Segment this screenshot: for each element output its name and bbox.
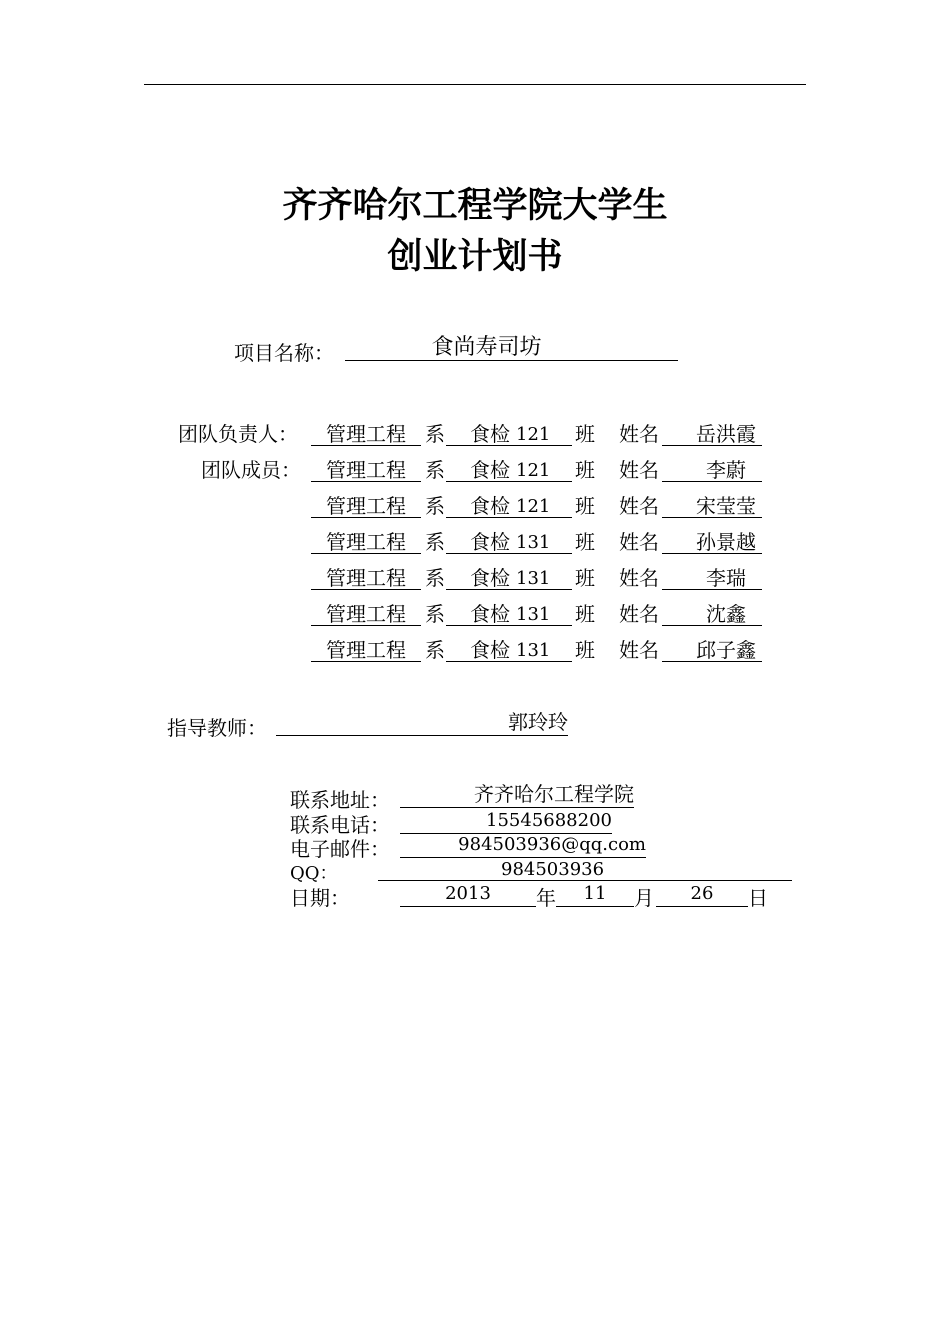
document-title-line1: 齐齐哈尔工程学院大学生 — [282, 186, 668, 226]
team-class-no: 131 — [516, 532, 551, 553]
dept-suffix: 系 — [425, 422, 445, 446]
advisor-value — [276, 709, 568, 736]
team-member-name-field — [662, 601, 762, 626]
team-class-name: 食检 — [470, 422, 510, 446]
team-member-name: 孙景越 — [696, 530, 756, 554]
team-class-no: 131 — [516, 604, 551, 625]
team-class-no: 131 — [516, 640, 551, 661]
qq-label: QQ： — [290, 863, 338, 884]
dept-suffix: 系 — [425, 566, 445, 590]
name-label: 姓名 — [619, 494, 659, 518]
team-member-name: 岳洪霞 — [696, 422, 756, 446]
class-suffix: 班 — [575, 458, 595, 482]
team-member-name-field — [662, 493, 762, 518]
date-day-suffix: 日 — [748, 886, 768, 910]
team-class-no: 131 — [516, 568, 551, 589]
date-month — [556, 882, 634, 907]
team-member-name-field — [662, 565, 762, 590]
team-row — [0, 457, 950, 483]
project-name-value — [345, 334, 678, 361]
team-class — [446, 529, 572, 554]
class-suffix: 班 — [575, 494, 595, 518]
team-dept: 管理工程 — [311, 421, 421, 446]
advisor-label: 指导教师： — [167, 716, 267, 740]
team-member-name: 沈鑫 — [706, 602, 746, 626]
team-class — [446, 601, 572, 626]
team-row — [0, 493, 950, 519]
name-label: 姓名 — [619, 458, 659, 482]
class-suffix: 班 — [575, 422, 595, 446]
date-day — [656, 882, 748, 907]
dept-suffix: 系 — [425, 638, 445, 662]
team-member-name-field — [662, 529, 762, 554]
team-class-name: 食检 — [470, 530, 510, 554]
team-member-name-field — [662, 637, 762, 662]
class-suffix: 班 — [575, 566, 595, 590]
dept-suffix: 系 — [425, 602, 445, 626]
class-suffix: 班 — [575, 602, 595, 626]
team-row — [0, 529, 950, 555]
team-class — [446, 637, 572, 662]
name-label: 姓名 — [619, 566, 659, 590]
team-class-name: 食检 — [470, 566, 510, 590]
team-row — [0, 601, 950, 627]
team-dept: 管理工程 — [311, 457, 421, 482]
team-member-name: 宋莹莹 — [696, 494, 756, 518]
phone-label: 联系电话： — [290, 813, 390, 837]
phone-text: 15545688200 — [486, 810, 612, 831]
team-class — [446, 565, 572, 590]
dept-suffix: 系 — [425, 530, 445, 554]
address-text: 齐齐哈尔工程学院 — [474, 782, 634, 806]
team-class-no: 121 — [516, 460, 551, 481]
team-member-name: 李瑞 — [706, 566, 746, 590]
team-member-name: 李蔚 — [706, 458, 746, 482]
team-class — [446, 493, 572, 518]
name-label: 姓名 — [619, 530, 659, 554]
class-suffix: 班 — [575, 530, 595, 554]
date-month-text: 11 — [583, 883, 607, 904]
team-dept: 管理工程 — [311, 601, 421, 626]
member-label: 团队成员： — [201, 458, 301, 482]
team-dept: 管理工程 — [311, 493, 421, 518]
team-member-name-field — [662, 457, 762, 482]
qq-underline — [378, 880, 792, 881]
date-year — [400, 882, 536, 907]
address-value — [400, 781, 634, 808]
phone-value — [400, 809, 612, 834]
team-class-no: 121 — [516, 424, 551, 445]
team-class-no: 121 — [516, 496, 551, 517]
team-dept: 管理工程 — [311, 637, 421, 662]
team-dept: 管理工程 — [311, 565, 421, 590]
name-label: 姓名 — [619, 422, 659, 446]
advisor-name: 郭玲玲 — [508, 710, 568, 734]
document-title-line2: 创业计划书 — [387, 237, 563, 277]
dept-suffix: 系 — [425, 494, 445, 518]
qq-value: 984503936 — [501, 859, 605, 880]
project-name-label: 项目名称： — [234, 341, 334, 365]
team-row — [0, 421, 950, 447]
team-member-name-field — [662, 421, 762, 446]
date-year-suffix: 年 — [536, 886, 556, 910]
team-class-name: 食检 — [470, 458, 510, 482]
team-row — [0, 637, 950, 663]
header-rule — [144, 84, 806, 85]
team-class — [446, 457, 572, 482]
team-member-name: 邱子鑫 — [696, 638, 756, 662]
email-label: 电子邮件： — [290, 837, 390, 861]
date-month-suffix: 月 — [634, 886, 654, 910]
team-class-name: 食检 — [470, 638, 510, 662]
dept-suffix: 系 — [425, 458, 445, 482]
team-class — [446, 421, 572, 446]
date-day-text: 26 — [690, 883, 714, 904]
name-label: 姓名 — [619, 602, 659, 626]
date-year-text: 2013 — [445, 883, 491, 904]
team-class-name: 食检 — [470, 602, 510, 626]
team-class-name: 食检 — [470, 494, 510, 518]
leader-label: 团队负责人： — [178, 422, 298, 446]
project-name-text: 食尚寿司坊 — [431, 335, 542, 360]
name-label: 姓名 — [619, 638, 659, 662]
team-dept: 管理工程 — [311, 529, 421, 554]
email-text: 984503936@qq.com — [458, 834, 646, 855]
team-row — [0, 565, 950, 591]
class-suffix: 班 — [575, 638, 595, 662]
date-label: 日期： — [290, 886, 350, 910]
email-value — [400, 833, 646, 858]
address-label: 联系地址： — [290, 788, 390, 812]
